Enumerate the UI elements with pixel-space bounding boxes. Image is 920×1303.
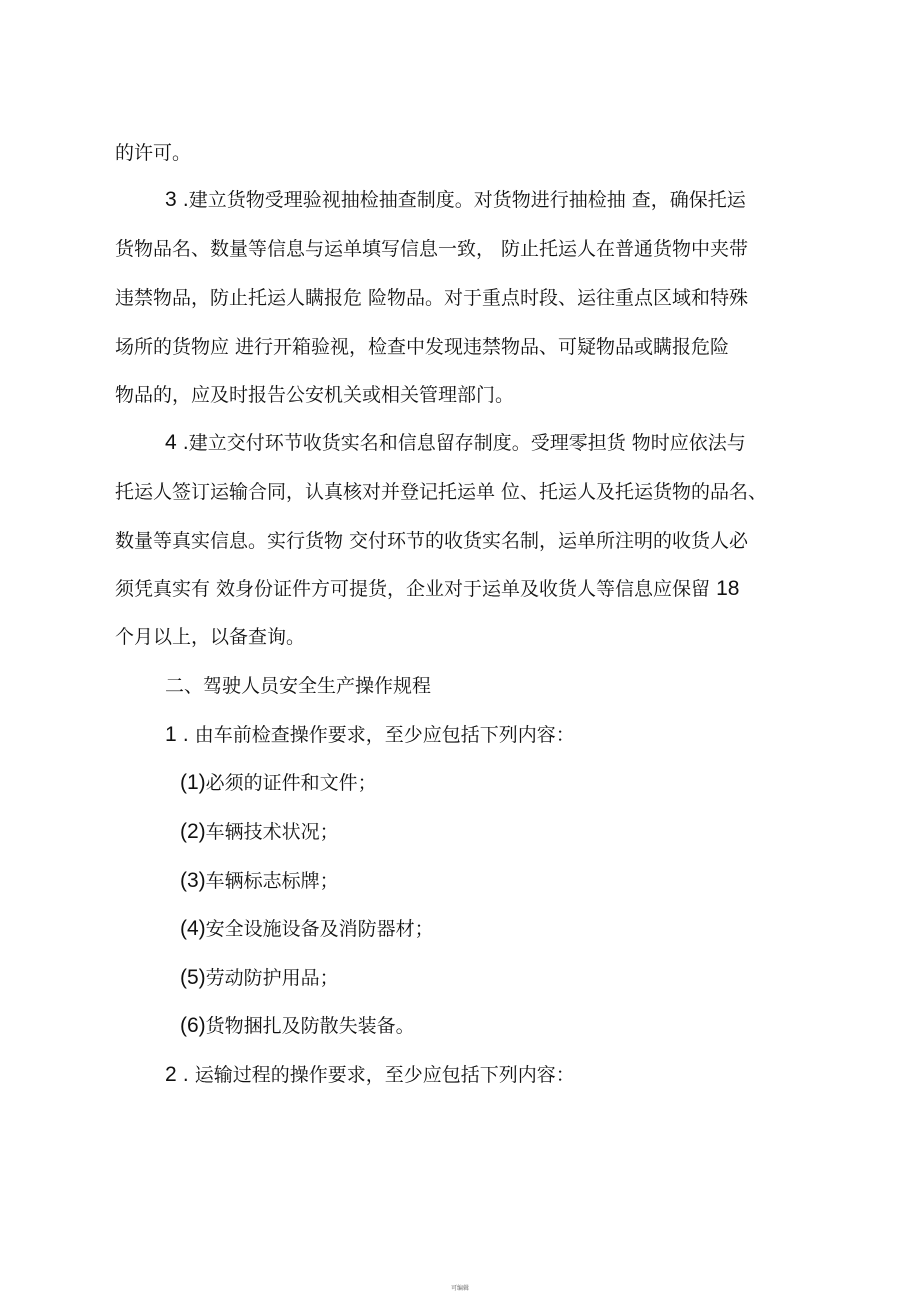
paragraph-4-line-1 (165, 431, 746, 455)
paragraph-4-line-5 (115, 625, 305, 649)
paragraph-4-line-4 (115, 577, 739, 601)
checklist-text: 安全设施设备及消防器材； (205, 918, 434, 940)
checklist-item (180, 966, 339, 990)
paragraph-text: 违禁物品，防止托运人瞒报危 险物品。对于重点时段、运往重点区域和特殊 (115, 287, 749, 309)
checklist-text: 必须的证件和文件； (205, 772, 377, 794)
footer-text: 可编辑 (451, 1285, 470, 1292)
item-text: . 由车前检查操作要求，至少应包括下列内容： (176, 724, 575, 746)
page-footer (451, 1283, 469, 1292)
paragraph-text: .建立货物受理验视抽检抽查制度。对货物进行抽检抽 查，确保托运 (176, 189, 746, 211)
checklist-item (180, 1014, 415, 1038)
checklist-item (180, 771, 377, 795)
section-heading (165, 674, 431, 698)
checklist-text: 车辆标志标牌； (205, 870, 339, 892)
paragraph-text: .建立交付环节收货实名和信息留存制度。受理零担货 物时应依法与 (176, 432, 746, 454)
checklist-number: (2) (180, 820, 206, 843)
paragraph-text: 的许可。 (115, 142, 192, 164)
item-1 (165, 723, 575, 747)
paragraph-text: 场所的货物应 进行开箱验视，检查中发现违禁物品、可疑物品或瞒报危险 (115, 336, 730, 358)
paragraph-3-line-4 (115, 335, 729, 359)
paragraph-text: 托运人签订运输合同，认真核对并登记托运单 位、托运人及托运货物的品名、 (115, 481, 768, 503)
paragraph-text: 货物品名、数量等信息与运单填写信息一致， 防止托运人在普通货物中夹带 (115, 238, 749, 260)
paragraph-3-line-2 (115, 237, 748, 261)
item-text: . 运输过程的操作要求，至少应包括下列内容： (176, 1064, 575, 1086)
item-number: 2 (165, 1063, 177, 1086)
checklist-number: (1) (180, 771, 206, 794)
paragraph-text: 物品的，应及时报告公安机关或相关管理部门。 (115, 384, 515, 406)
paragraph-text: 数量等真实信息。实行货物 交付环节的收货实名制，运单所注明的收货人必 (115, 530, 749, 552)
checklist-item (180, 869, 339, 893)
section-heading-text: 二、驾驶人员安全生产操作规程 (165, 675, 432, 697)
checklist-item (180, 820, 339, 844)
item-2 (165, 1063, 575, 1087)
paragraph-3-line-1 (165, 188, 746, 212)
checklist-number: (6) (180, 1014, 206, 1037)
checklist-number: (4) (180, 917, 206, 940)
paragraph-text: 须凭真实有 效身份证件方可提货，企业对于运单及收货人等信息应保留 (115, 578, 717, 600)
checklist-number: (5) (180, 966, 206, 989)
paragraph-3-line-5 (115, 383, 514, 407)
months-number: 18 (716, 577, 740, 600)
checklist-text: 车辆技术状况； (205, 821, 339, 843)
checklist-item (180, 917, 434, 941)
paragraph-number: 3 (165, 188, 177, 211)
paragraph-line (115, 141, 191, 165)
checklist-number: (3) (180, 869, 206, 892)
paragraph-4-line-2 (115, 480, 767, 504)
checklist-text: 货物捆扎及防散失装备。 (205, 1015, 415, 1037)
item-number: 1 (165, 723, 177, 746)
checklist-text: 劳动防护用品； (205, 967, 339, 989)
paragraph-text: 个月以上，以备查询。 (115, 626, 306, 648)
paragraph-number: 4 (165, 431, 177, 454)
paragraph-4-line-3 (115, 529, 748, 553)
paragraph-3-line-3 (115, 286, 748, 310)
